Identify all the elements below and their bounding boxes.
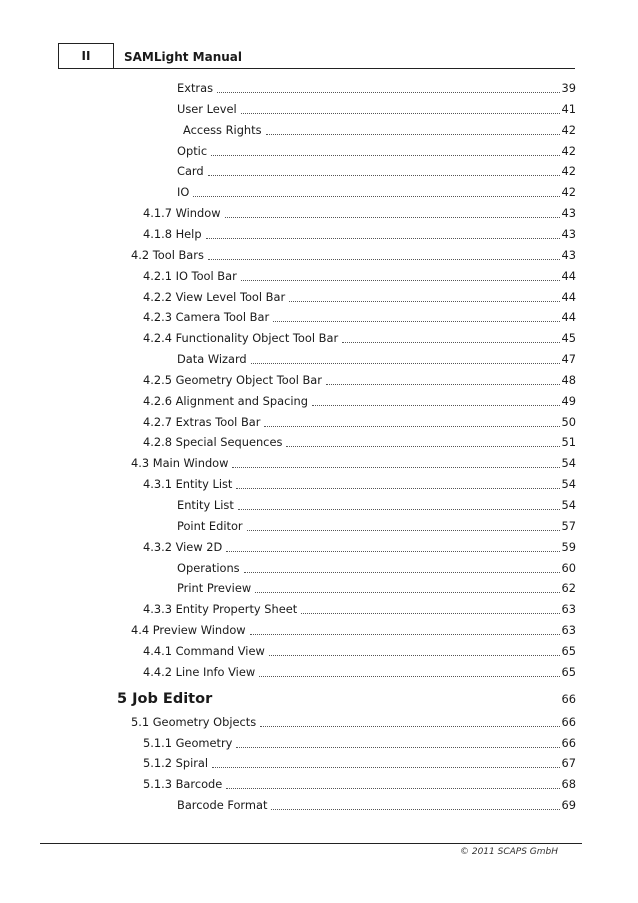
toc-entry-page: 65	[561, 664, 576, 679]
toc-entry-label: Optic	[177, 143, 208, 158]
toc-entry-label: 4.2 Tool Bars	[131, 247, 204, 262]
toc-entry	[131, 714, 576, 730]
footer-rule	[40, 843, 582, 844]
toc-dot-leader	[212, 767, 559, 768]
toc-dot-leader	[312, 405, 560, 406]
toc-entry-page: 51	[561, 435, 576, 450]
toc-entry	[177, 797, 576, 813]
toc-dot-leader	[260, 726, 559, 727]
toc-entry	[131, 455, 576, 471]
toc-entry-label: 4.4 Preview Window	[131, 623, 246, 638]
toc-entry-page: 44	[561, 268, 576, 283]
toc-entry-page: 43	[561, 206, 576, 221]
toc-dot-leader	[226, 788, 559, 789]
toc-entry	[143, 601, 576, 617]
toc-entry-label: IO	[177, 185, 190, 200]
toc-entry-page: 60	[561, 560, 576, 575]
toc-dot-leader	[241, 280, 560, 281]
toc-dot-leader	[217, 92, 559, 93]
toc-entry-page: 42	[561, 185, 576, 200]
toc-entry	[177, 163, 576, 179]
toc-entry	[177, 80, 576, 96]
toc-entry-label: 4.2.2 View Level Tool Bar	[143, 289, 286, 304]
toc-entry-label: 4.2.4 Functionality Object Tool Bar	[143, 331, 339, 346]
toc-entry	[143, 268, 576, 284]
toc-dot-leader	[301, 613, 559, 614]
toc-dot-leader	[250, 634, 560, 635]
toc-entry-page: 50	[561, 414, 576, 429]
toc-entry-label: 4.3.1 Entity List	[143, 477, 233, 492]
toc-entry-page: 47	[561, 352, 576, 367]
toc-entry-page: 54	[561, 477, 576, 492]
toc-entry-label: User Level	[177, 101, 237, 116]
toc-entry-page: 41	[561, 101, 576, 116]
toc-entry	[143, 643, 576, 659]
toc-entry	[143, 755, 576, 771]
toc-entry-page: 66	[561, 691, 576, 706]
toc-dot-leader	[264, 426, 559, 427]
toc-entry-page: 68	[561, 777, 576, 792]
toc-entry-label: Card	[177, 164, 204, 179]
toc-dot-leader	[286, 446, 559, 447]
toc-dot-leader	[255, 592, 559, 593]
toc-dot-leader	[326, 384, 560, 385]
toc-entry-label: 4.2.3 Camera Tool Bar	[143, 310, 270, 325]
toc-entry-label: Operations	[177, 560, 240, 575]
toc-entry-page: 59	[561, 539, 576, 554]
toc-entry	[143, 205, 576, 221]
toc-entry	[131, 247, 576, 263]
toc-dot-leader	[273, 321, 559, 322]
toc-entry-page: 69	[561, 798, 576, 813]
toc-entry	[143, 414, 576, 430]
toc-entry-page: 44	[561, 289, 576, 304]
toc-entry	[177, 351, 576, 367]
toc-entry	[143, 434, 576, 450]
toc-dot-leader	[225, 217, 560, 218]
toc-entry	[143, 226, 576, 242]
toc-entry	[177, 184, 576, 200]
toc-entry-label: 4.1.8 Help	[143, 226, 202, 241]
toc-entry-label: Print Preview	[177, 581, 252, 596]
toc-dot-leader	[211, 155, 559, 156]
toc-entry-label: 4.2.6 Alignment and Spacing	[143, 393, 308, 408]
toc-entry-label: Entity List	[177, 498, 234, 512]
toc-entry-label: 4.3.3 Entity Property Sheet	[143, 602, 298, 617]
toc-entry	[143, 309, 576, 325]
toc-entry-page: 66	[561, 714, 576, 729]
toc-dot-leader	[236, 488, 559, 489]
toc-entry-page: 48	[561, 372, 576, 387]
toc-dot-leader	[251, 363, 560, 364]
toc-dot-leader	[269, 655, 560, 656]
toc-entry	[177, 497, 576, 513]
toc-entry-page: 49	[561, 393, 576, 408]
toc-entry-label: Point Editor	[177, 518, 243, 533]
toc-dot-leader	[208, 175, 560, 176]
toc-chapter-entry	[117, 689, 576, 709]
toc-entry-page: 66	[561, 735, 576, 750]
toc-entry-page: 63	[561, 623, 576, 638]
toc-entry-page: 43	[561, 226, 576, 241]
toc-entry-label: Extras	[177, 81, 214, 95]
toc-entry-page: 57	[561, 518, 576, 533]
toc-entry-label: 5.1 Geometry Objects	[131, 714, 257, 729]
toc-entry-page: 39	[561, 81, 576, 95]
toc-entry-page: 42	[561, 143, 576, 158]
toc-entry	[177, 580, 576, 596]
toc-entry	[177, 560, 576, 576]
toc-entry-page: 42	[561, 122, 576, 137]
toc-dot-leader	[247, 530, 560, 531]
toc-entry-label: Barcode Format	[177, 798, 268, 813]
toc-entry	[143, 735, 576, 751]
toc-entry	[143, 393, 576, 409]
toc-dot-leader	[259, 676, 559, 677]
toc-entry	[177, 518, 576, 534]
toc-entry	[177, 143, 576, 159]
toc-entry-page: 63	[561, 602, 576, 617]
toc-entry	[177, 101, 576, 117]
toc-entry-page: 54	[561, 456, 576, 471]
toc-entry	[143, 539, 576, 555]
toc-entry-label: 4.3 Main Window	[131, 456, 229, 471]
toc-entry	[143, 664, 576, 680]
toc-entry-label: 4.3.2 View 2D	[143, 539, 223, 554]
toc-entry-label: 4.4.1 Command View	[143, 643, 265, 658]
toc-entry-label: 4.2.8 Special Sequences	[143, 435, 283, 450]
footer-copyright: © 2011 SCAPS GmbH	[459, 847, 558, 857]
toc-entry-page: 45	[561, 331, 576, 346]
header-title: SAMLight Manual	[124, 50, 243, 64]
toc-entry-page: 54	[561, 498, 576, 512]
toc-entry-label: 4.2.5 Geometry Object Tool Bar	[143, 372, 322, 387]
toc-dot-leader	[193, 196, 559, 197]
toc-entry	[131, 622, 576, 638]
toc-dot-leader	[206, 238, 560, 239]
toc-entry	[143, 776, 576, 792]
toc-entry-label: 4.2.1 IO Tool Bar	[143, 268, 237, 283]
toc-entry-label: 5.1.3 Barcode	[143, 777, 223, 792]
toc-entry-label: Data Wizard	[177, 352, 247, 367]
toc-dot-leader	[244, 572, 560, 573]
header-page-number: II	[58, 43, 114, 69]
toc-entry-page: 44	[561, 310, 576, 325]
toc-entry	[183, 122, 576, 138]
toc-entry	[143, 476, 576, 492]
toc-entry-label: 5.1.1 Geometry	[143, 735, 233, 750]
toc-entry-label: 4.2.7 Extras Tool Bar	[143, 414, 261, 429]
toc-entry-label: 4.1.7 Window	[143, 206, 221, 221]
toc-entry-page: 62	[561, 581, 576, 596]
toc-entry-label: 5 Job Editor	[117, 690, 213, 707]
toc-entry-page: 65	[561, 643, 576, 658]
toc-entry-page: 67	[561, 756, 576, 771]
toc-entry-label: Access Rights	[183, 122, 262, 137]
toc-dot-leader	[266, 134, 560, 135]
toc-entry-page: 43	[561, 247, 576, 262]
toc-entry-page: 42	[561, 164, 576, 179]
toc-dot-leader	[226, 551, 559, 552]
toc-entry	[143, 330, 576, 346]
toc-dot-leader	[236, 747, 559, 748]
toc-dot-leader	[238, 509, 560, 510]
toc-entry	[143, 289, 576, 305]
toc-dot-leader	[271, 809, 559, 810]
toc-dot-leader	[241, 113, 560, 114]
toc-entry-label: 4.4.2 Line Info View	[143, 664, 256, 679]
toc-dot-leader	[289, 301, 559, 302]
toc-dot-leader	[232, 467, 559, 468]
toc-dot-leader	[342, 342, 559, 343]
toc-entry	[143, 372, 576, 388]
toc-entry-label: 5.1.2 Spiral	[143, 756, 209, 771]
toc-dot-leader	[208, 259, 560, 260]
